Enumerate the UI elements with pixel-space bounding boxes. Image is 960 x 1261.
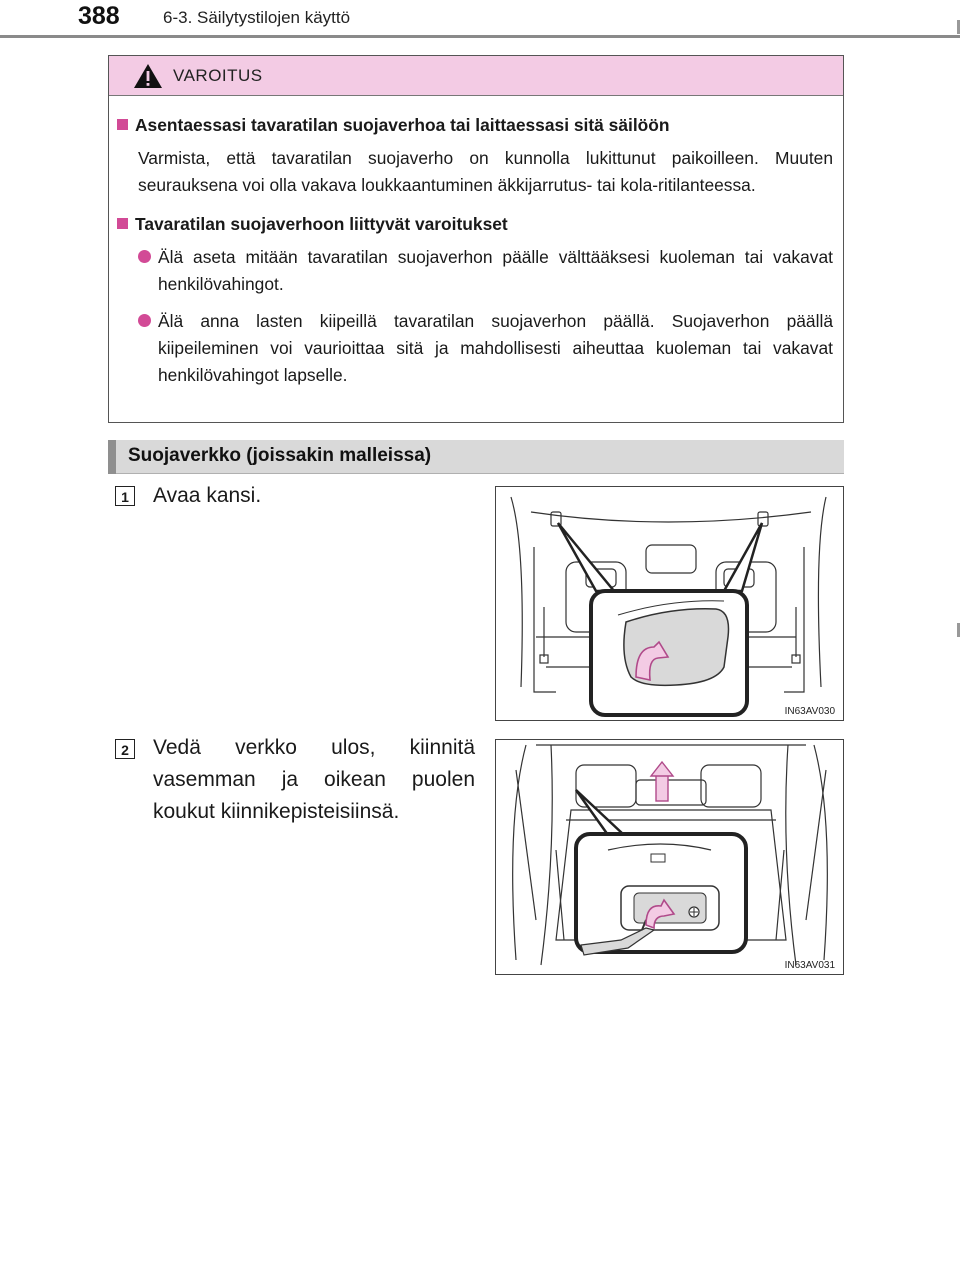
figure-open-cover bbox=[495, 486, 844, 721]
figure-code: IN63AV030 bbox=[784, 706, 835, 717]
step-text: Vedä verkko ulos, kiinnitä vasemman ja oikean puolen koukut kiinnikepisteisiinsä. bbox=[153, 736, 475, 823]
warning-label: VAROITUS bbox=[173, 65, 263, 85]
section-heading-bar bbox=[108, 440, 116, 474]
chapter-title: 6-3. Säilytystilojen käyttö bbox=[163, 8, 351, 27]
square-bullet-icon bbox=[117, 119, 128, 130]
page-number: 388 bbox=[78, 2, 120, 30]
warning-body bbox=[109, 96, 843, 389]
warning-subheading: Asentaessasi tavaratilan suojaverhoa tai laittaessasi sitä säilöön bbox=[117, 112, 833, 139]
step-text: Avaa kansi. bbox=[153, 484, 262, 507]
warning-triangle-icon bbox=[133, 63, 163, 89]
round-bullet-icon bbox=[138, 250, 151, 263]
warning-subheading: Tavaratilan suojaverhoon liittyvät varoitukset bbox=[117, 211, 833, 238]
warning-box bbox=[108, 55, 844, 423]
step-number: 2 bbox=[115, 739, 135, 759]
cargo-net-illustration bbox=[496, 740, 843, 974]
warning-list-item: Älä anna lasten kiipeillä tavaratilan suojaverhon päällä. Suojaverhon päällä kiipeileminen voi vaurioittaa sitä ja mahdollisesti aiheuttaa kuoleman tai vakavat henkilövahingot lapselle. bbox=[138, 308, 833, 389]
figure-attach-hooks bbox=[495, 739, 844, 975]
figure-code: IN63AV031 bbox=[784, 960, 835, 971]
warning-header bbox=[109, 56, 843, 96]
step-number: 1 bbox=[115, 486, 135, 506]
round-bullet-icon bbox=[138, 314, 151, 327]
warning-list-item: Älä aseta mitään tavaratilan suojaverhon päälle välttääksesi kuoleman tai vakavat henkilövahingot. bbox=[138, 244, 833, 298]
cargo-area-illustration bbox=[496, 487, 843, 720]
section-heading bbox=[108, 440, 844, 474]
warning-paragraph: Varmista, että tavaratilan suojaverho on kunnolla lukittunut paikoilleen. Muuten seurauksena voi olla vakava loukkaantuminen äkkijarrutus- tai kola-ritilanteessa. bbox=[138, 148, 833, 195]
square-bullet-icon bbox=[117, 218, 128, 229]
section-title: Suojaverkko (joissakin malleissa) bbox=[128, 445, 432, 466]
header-rule bbox=[0, 35, 960, 38]
